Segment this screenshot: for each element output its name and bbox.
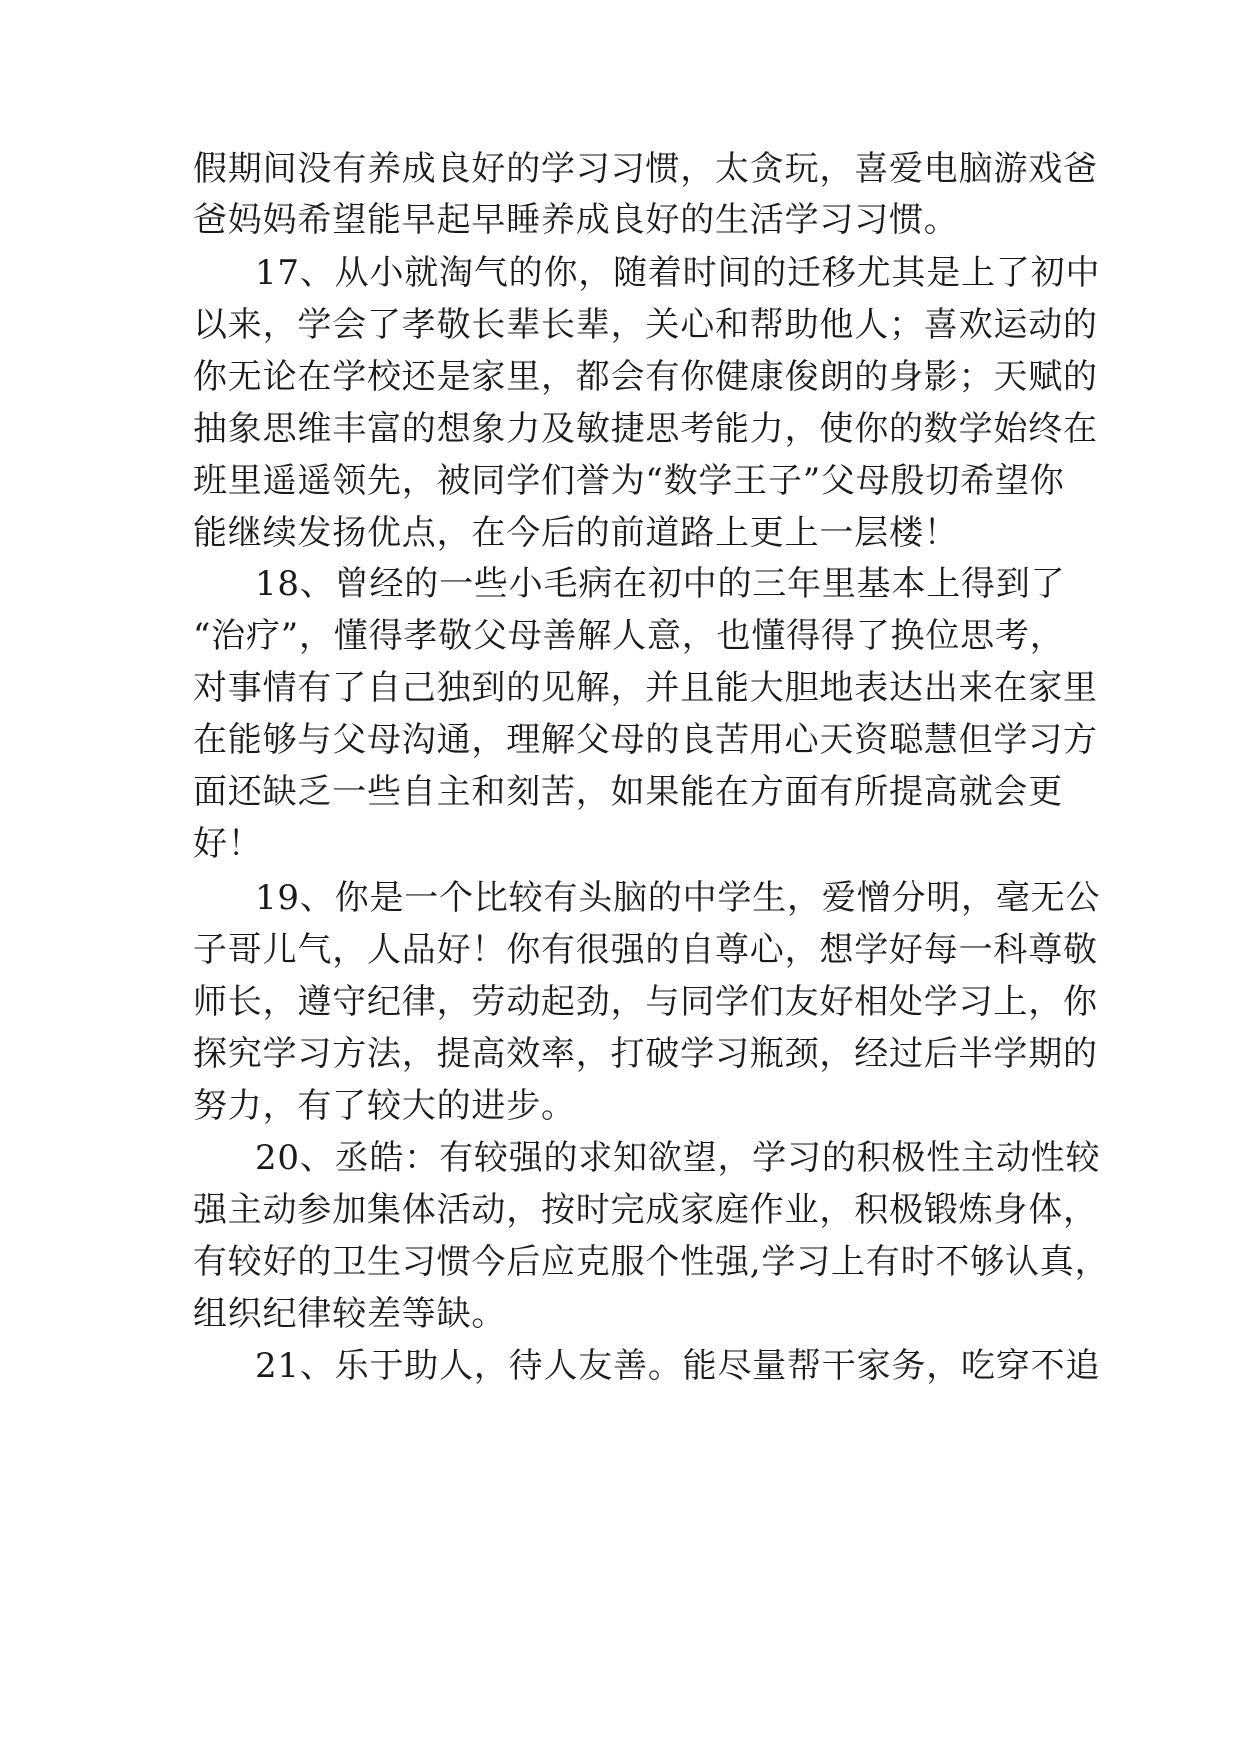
text-line: 你无论在学校还是家里，都会有你健康俊朗的身影；天赋的 xyxy=(193,357,1098,397)
paragraph-18-first-line: 18、曾经的一些小毛病在初中的三年里基本上得到了 xyxy=(255,564,1066,604)
text-line: 假期间没有养成良好的学习习惯，太贪玩，喜爱电脑游戏爸 xyxy=(193,149,1098,189)
paragraph-17-first-line: 17、从小就淘气的你，随着时间的迁移尤其是上了初中 xyxy=(255,253,1101,293)
text-line: 面还缺乏一些自主和刻苦，如果能在方面有所提高就会更 xyxy=(193,772,1063,812)
text-line: 以来，学会了孝敬长辈长辈，关心和帮助他人；喜欢运动的 xyxy=(193,305,1098,345)
text-line: 有较好的卫生习惯今后应克服个性强,学习上有时不够认真， xyxy=(193,1242,1110,1282)
text-line: 好！ xyxy=(193,824,263,864)
text-line: 组织纪律较差等缺。 xyxy=(193,1294,507,1334)
paragraph-19-first-line: 19、你是一个比较有头脑的中学生，爱憎分明，毫无公 xyxy=(255,878,1101,918)
text-line: 爸妈妈希望能早起早睡养成良好的生活学习习惯。 xyxy=(193,200,959,240)
text-line: 对事情有了自己独到的见解，并且能大胆地表达出来在家里 xyxy=(193,668,1098,708)
text-line: 能继续发扬优点，在今后的前道路上更上一层楼！ xyxy=(193,513,959,553)
text-line: 班里遥遥领先，被同学们誉为“数学王子”父母殷切希望你 xyxy=(193,461,1065,501)
text-line: 探究学习方法，提高效率，打破学习瓶颈，经过后半学期的 xyxy=(193,1034,1098,1074)
text-line: 在能够与父母沟通，理解父母的良苦用心天资聪慧但学习方 xyxy=(193,720,1098,760)
text-line: 强主动参加集体活动，按时完成家庭作业，积极锻炼身体， xyxy=(193,1190,1098,1230)
paragraph-21-first-line: 21、乐于助人，待人友善。能尽量帮干家务，吃穿不追 xyxy=(255,1346,1101,1386)
text-line: 师长，遵守纪律，劳动起劲，与同学们友好相处学习上，你 xyxy=(193,982,1098,1022)
text-line: 抽象思维丰富的想象力及敏捷思考能力，使你的数学始终在 xyxy=(193,409,1098,449)
text-line: 子哥儿气，人品好！你有很强的自尊心，想学好每一科尊敬 xyxy=(193,930,1098,970)
text-line: “治疗”，懂得孝敬父母善解人意，也懂得得了换位思考， xyxy=(193,616,1065,656)
text-line: 努力，有了较大的进步。 xyxy=(193,1086,576,1126)
paragraph-20-first-line: 20、丞皓：有较强的求知欲望，学习的积极性主动性较 xyxy=(255,1138,1101,1178)
